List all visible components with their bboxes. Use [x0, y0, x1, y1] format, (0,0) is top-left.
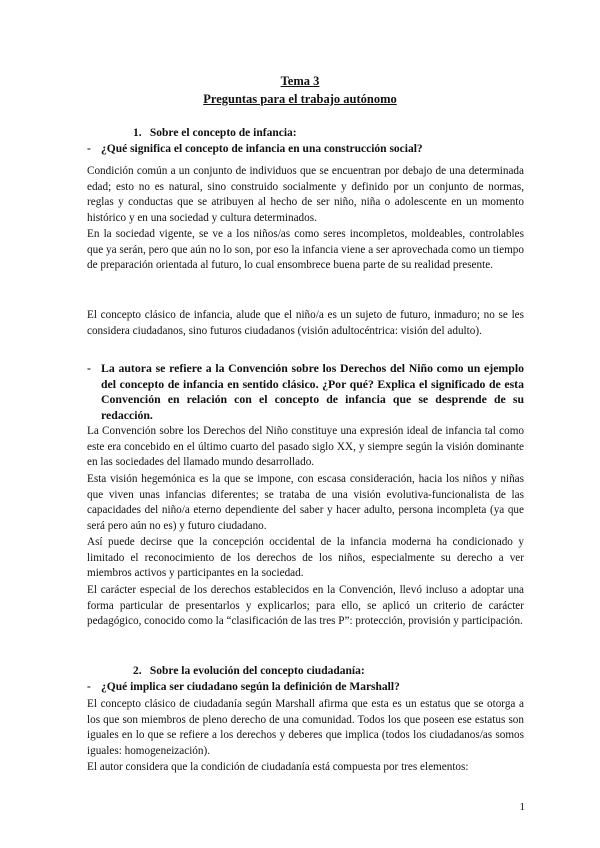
paragraph: El autor considera que la condición de ciudadanía está compuesta por tres elementos:	[87, 761, 469, 773]
answer-1-1-p3	[87, 308, 524, 339]
question-2-1	[87, 680, 524, 695]
answer-2-1-p2	[87, 760, 524, 776]
answer-2-1-p1	[87, 697, 524, 759]
bullet-dash: -	[87, 143, 91, 155]
page-number: 1	[519, 801, 525, 813]
paragraph: El concepto clásico de infancia, alude que el niño/a es un sujeto de futuro, inmaduro; no se les considera ciudadanos, sino futuros ciudadanos (visión adultocéntrica: visión del adulto).	[87, 309, 524, 337]
title-block	[0, 72, 600, 108]
question-1-1	[87, 142, 524, 157]
paragraph: El carácter especial de los derechos establecidos en la Convención, llevó incluso a adoptar una forma particular de presentarlos y explicarlos; para ello, se aplicó un criterio de carácter pedagógico, conocido como la “clasificación de las tres P”: protección, provisión y participación.	[87, 584, 524, 627]
question-1-2	[87, 361, 524, 423]
paragraph: Esta visión hegemónica es la que se impone, con escasa consideración, hacia los niños y niñas que viven unas infancias diferentes; se trataba de una visión evolutiva-funcionalista de las capacidades del niño/a eterno dependiente del saber y hacer adulto, persona incompleta (ya que será pero aún no es) y futuro ciudadano.	[87, 473, 524, 532]
page-subtitle: Preguntas para el trabajo autónomo	[203, 92, 397, 106]
answer-1-2-p4	[87, 583, 524, 630]
paragraph: La Convención sobre los Derechos del Niño constituye una expresión ideal de infancia tal como este era concebido en el último cuarto del pasado siglo XX, y siempre según la visión dominante en las sociedades del llamado mundo desarrollado.	[87, 425, 524, 468]
answer-1-2-p2	[87, 472, 524, 534]
question-text: La autora se refiere a la Convención sobre los Derechos del Niño como un ejemplo del concepto de infancia en sentido clásico. ¿Por qué? Explica el significado de esta Convención en relación con el concepto de infancia que se desprende de su redacción.	[101, 361, 524, 422]
question-text: ¿Qué significa el concepto de infancia en una construcción social?	[101, 143, 423, 155]
answer-1-1-p2	[87, 227, 524, 274]
question-text: ¿Qué implica ser ciudadano según la definición de Marshall?	[101, 681, 400, 693]
bullet-dash: -	[87, 681, 91, 693]
answer-1-2-p3	[87, 535, 524, 582]
section-heading-1	[133, 126, 297, 142]
section-title: Sobre el concepto de infancia:	[149, 127, 297, 139]
paragraph: El concepto clásico de ciudadanía según Marshall afirma que esta es un estatus que se otorga a los que son miembros de pleno derecho de una comunidad. Todos los que poseen ese estatus son iguales en lo que se refiere a los derechos y deberes que implica (todos los ciudadanos/as somos iguales: homogeneización).	[87, 698, 524, 757]
section-heading-2	[133, 664, 365, 680]
paragraph: Así puede decirse que la concepción occidental de la infancia moderna ha condicionado y limitado el reconocimiento de los derechos de los niños, especialmente su derecho a ver miembros activos y participantes en la sociedad.	[87, 536, 524, 579]
paragraph: Condición común a un conjunto de individuos que se encuentran por debajo de una determinada edad; esto no es natural, sino construido socialmente y definido por un conjunto de normas, reglas y conductas que se atribuyen al hecho de ser niño, niña o adolescente en un momento histórico y en una sociedad y cultura determinados.	[87, 165, 524, 224]
page-title: Tema 3	[280, 74, 320, 88]
answer-1-2-p1	[87, 424, 524, 471]
section-number: 2.	[133, 665, 142, 677]
bullet-dash: -	[87, 361, 91, 375]
paragraph: En la sociedad vigente, se ve a los niños/as como seres incompletos, moldeables, controlables que ya serán, pero que aún no lo son, por eso la infancia viene a ser aprovechada como un tiempo de preparación orientada al futuro, lo cual ensombrece buena parte de su realidad presente.	[87, 228, 524, 271]
section-title: Sobre la evolución del concepto ciudadanía:	[149, 665, 365, 677]
answer-1-1-p1	[87, 164, 524, 226]
section-number: 1.	[133, 127, 142, 139]
